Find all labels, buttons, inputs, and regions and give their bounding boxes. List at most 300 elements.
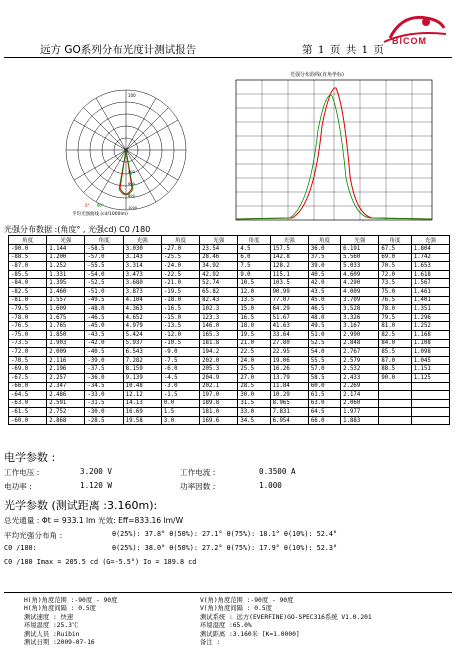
table-row	[9, 339, 450, 348]
table-cell: -7.5	[161, 356, 199, 365]
table-cell: 52.5	[308, 339, 340, 348]
table-cell: 37.5	[308, 253, 340, 262]
header-rule	[4, 57, 452, 58]
table-cell	[411, 391, 449, 400]
table-cell: 1.804	[411, 245, 449, 254]
table-cell: 1.351	[411, 305, 449, 314]
table-cell: 19.5	[238, 330, 270, 339]
table-cell: 4.5	[238, 245, 270, 254]
beam-label: 平均光强分布角 :	[4, 531, 63, 540]
table-cell: 3.0	[161, 416, 199, 425]
table-cell: 1.296	[411, 313, 449, 322]
table-cell: 2.196	[47, 365, 85, 374]
table-row	[9, 373, 450, 382]
table-cell: 15.0	[238, 305, 270, 314]
table-cell: -15.0	[161, 313, 199, 322]
table-cell: -1.5	[161, 391, 199, 400]
beam-c0-values: θ(25%): 38.0° θ(50%): 27.2° θ(75%): 17.9° θ(10%): 52.3°	[112, 544, 338, 552]
table-cell: -46.5	[85, 313, 123, 322]
distribution-title: 光强分布数据 :(角度° , 光强cd) C0 /180	[4, 225, 151, 234]
table-cell: 1.618	[411, 270, 449, 279]
table-cell: 10.48	[123, 382, 161, 391]
table-cell: 40.5	[308, 270, 340, 279]
table-cell: 2.752	[47, 408, 85, 417]
table-cell: 1.401	[411, 296, 449, 305]
table-cell: 1.653	[411, 262, 449, 271]
cartesian-intensity-chart	[222, 66, 440, 226]
table-cell: 3.167	[341, 322, 379, 331]
table-cell: -85.5	[9, 270, 47, 279]
table-cell: 51.0	[308, 330, 340, 339]
table-cell: 1.108	[411, 339, 449, 348]
table-cell	[379, 408, 411, 417]
table-cell: 28.5	[238, 382, 270, 391]
table-cell: 1.5	[161, 408, 199, 417]
electrical-row-2	[4, 481, 282, 492]
table-cell: 2.060	[341, 399, 379, 408]
table-cell: 3.473	[123, 270, 161, 279]
table-cell: 102.3	[200, 305, 238, 314]
table-cell: 8.965	[270, 399, 308, 408]
table-cell: 169.6	[200, 416, 238, 425]
table-cell: 1.977	[341, 408, 379, 417]
table-cell: -67.5	[9, 373, 47, 382]
table-cell: 146.0	[200, 322, 238, 331]
table-cell: 64.5	[308, 408, 340, 417]
table-cell: 11.84	[270, 382, 308, 391]
beam-avg-row	[4, 530, 338, 541]
footer-h-range: H(角)角度范围 :-90度 - 90度	[24, 597, 118, 604]
table-cell: 1.609	[47, 305, 85, 314]
table-cell: 76.5	[379, 296, 411, 305]
table-cell: -37.5	[85, 365, 123, 374]
table-cell: -27.0	[161, 245, 199, 254]
table-cell: -72.0	[9, 348, 47, 357]
table-cell: 1.883	[341, 416, 379, 425]
table-cell: 10.29	[270, 391, 308, 400]
table-row	[9, 365, 450, 374]
table-cell: -21.0	[161, 279, 199, 288]
table-cell: -6.0	[161, 365, 199, 374]
table-cell: 157.5	[270, 245, 308, 254]
table-cell: 69.0	[379, 253, 411, 262]
table-cell: -75.0	[9, 330, 47, 339]
table-cell: 2.767	[341, 348, 379, 357]
table-cell: 4.104	[123, 296, 161, 305]
table-cell: 16.26	[270, 365, 308, 374]
table-cell: 10.5	[238, 279, 270, 288]
table-cell: 36.0	[308, 245, 340, 254]
table-cell: 1.098	[411, 348, 449, 357]
table-cell: 2.174	[341, 391, 379, 400]
table-cell: 61.5	[308, 391, 340, 400]
table-cell: 82.5	[379, 330, 411, 339]
table-cell: 78.0	[379, 305, 411, 314]
report-header	[0, 0, 456, 62]
table-cell: 28.46	[200, 253, 238, 262]
legend-c0: 0°	[85, 203, 90, 208]
table-cell: -64.5	[9, 391, 47, 400]
table-cell: 1.765	[47, 322, 85, 331]
voltage-value: 3.200 V	[80, 467, 113, 476]
table-cell: -39.0	[85, 356, 123, 365]
table-cell: 90.99	[270, 287, 308, 296]
table-cell: -18.0	[161, 296, 199, 305]
table-cell	[379, 416, 411, 425]
table-cell: 103.5	[270, 279, 308, 288]
table-cell: 27.0	[238, 373, 270, 382]
flux-line: 总光通量 : Φt = 933.1 lm 光效: Eff=833.16 lm/W	[4, 516, 184, 525]
table-cell: 65.82	[200, 287, 238, 296]
table-cell: 54.0	[308, 348, 340, 357]
table-cell: -22.5	[161, 270, 199, 279]
current-value: 0.3500 A	[259, 467, 296, 476]
table-cell: 2.269	[341, 382, 379, 391]
table-cell: -13.5	[161, 322, 199, 331]
table-cell: -76.5	[9, 322, 47, 331]
table-cell: 63.0	[308, 399, 340, 408]
footer-humidity: 环境湿度 :65.0%	[200, 622, 252, 630]
table-cell: 4.009	[341, 287, 379, 296]
footer-distance: 测试距离 :3.160米 [K=1.0000]	[200, 630, 300, 638]
table-cell: 5.424	[123, 330, 161, 339]
logo-text: BICOM	[392, 36, 427, 46]
table-cell: 2.433	[341, 373, 379, 382]
footer-left	[24, 597, 117, 647]
table-cell: 4.363	[123, 305, 161, 314]
table-cell: 1.460	[47, 287, 85, 296]
polar-legend	[85, 203, 104, 208]
table-cell: -10.5	[161, 339, 199, 348]
voltage-label: 工作电压 :	[4, 468, 40, 477]
table-row	[9, 270, 450, 279]
table-cell: 88.5	[379, 365, 411, 374]
table-cell: 2.486	[47, 391, 85, 400]
table-header-row	[9, 236, 450, 245]
table-cell: 81.0	[379, 322, 411, 331]
imax-line: C0 /180 Imax = 205.5 cd (G=-5.5°) Io = 189.8 cd	[4, 558, 197, 566]
table-cell: 4.290	[341, 279, 379, 288]
table-cell: -79.5	[9, 305, 47, 314]
table-row	[9, 348, 450, 357]
table-cell: 1.252	[47, 262, 85, 271]
table-cell	[379, 399, 411, 408]
footer-note: 备注 :	[200, 639, 221, 647]
table-cell: 48.0	[308, 313, 340, 322]
table-cell: 1.903	[47, 339, 85, 348]
table-cell: 3.528	[341, 305, 379, 314]
table-cell: -16.5	[161, 305, 199, 314]
table-cell: 33.64	[270, 330, 308, 339]
polar-tick-400: 400	[128, 170, 135, 174]
table-cell: 21.0	[238, 339, 270, 348]
table-cell: 49.5	[308, 322, 340, 331]
table-cell: 5.937	[123, 339, 161, 348]
table-cell: -43.5	[85, 330, 123, 339]
table-cell: 3.030	[123, 245, 161, 254]
table-cell: 1.045	[411, 356, 449, 365]
table-cell: 1.557	[47, 296, 85, 305]
table-cell: 1.850	[47, 330, 85, 339]
table-header-cell: 光强	[200, 236, 238, 245]
table-cell	[411, 399, 449, 408]
table-cell: -61.5	[9, 408, 47, 417]
table-cell: 204.9	[200, 373, 238, 382]
table-row	[9, 382, 450, 391]
table-cell: -31.5	[85, 399, 123, 408]
table-cell	[379, 391, 411, 400]
table-cell: 22.5	[238, 348, 270, 357]
table-cell: 197.0	[200, 391, 238, 400]
table-cell: -42.0	[85, 339, 123, 348]
table-cell: 5.560	[341, 253, 379, 262]
pf-label: 功率因数 :	[180, 482, 216, 491]
table-cell: 1.331	[47, 270, 85, 279]
table-cell: 64.29	[270, 305, 308, 314]
table-cell: 27.80	[270, 339, 308, 348]
page-indicator: 第 1 页 共 1 页	[302, 44, 386, 56]
table-cell: 3.709	[341, 296, 379, 305]
table-cell: -69.0	[9, 365, 47, 374]
table-cell: -78.0	[9, 313, 47, 322]
table-cell: 6.543	[123, 348, 161, 357]
table-cell: -55.5	[85, 262, 123, 271]
table-cell: 12.12	[123, 391, 161, 400]
table-row	[9, 399, 450, 408]
legend-c90: 90°	[96, 203, 104, 208]
footer-speed: 测试速度 : 快速	[24, 613, 74, 621]
table-cell: 2.868	[47, 416, 85, 425]
table-cell: 31.5	[238, 399, 270, 408]
pf-value: 1.000	[259, 481, 282, 490]
table-cell: 202.0	[200, 356, 238, 365]
footer-date: 测试日期 :2009-07-16	[24, 639, 95, 647]
table-header-cell: 光强	[47, 236, 85, 245]
table-cell: -34.5	[85, 382, 123, 391]
table-header-cell: 角度	[308, 236, 340, 245]
table-cell: 6.954	[270, 416, 308, 425]
table-cell: 1.675	[47, 313, 85, 322]
table-cell: 16.5	[238, 313, 270, 322]
footer-v-step: V(角)角度间隔 : 0.5度	[200, 605, 272, 613]
table-cell: 43.5	[308, 287, 340, 296]
table-cell: 2.591	[47, 399, 85, 408]
table-cell: 4.979	[123, 322, 161, 331]
footer-system: 测试系统 : 远方(EVERFINE)GO-SPEC316系统 V1.0.201	[200, 613, 372, 621]
footer-right	[200, 597, 372, 647]
table-cell: 4.652	[123, 313, 161, 322]
table-cell: 14.13	[123, 399, 161, 408]
table-header-cell: 光强	[123, 236, 161, 245]
table-cell: -9.0	[161, 348, 199, 357]
table-cell: -54.0	[85, 270, 123, 279]
footer-v-range: V(角)角度范围 :-90度 - 90度	[200, 597, 294, 604]
table-cell: -40.5	[85, 348, 123, 357]
table-cell: -12.0	[161, 330, 199, 339]
table-cell: 2.990	[341, 330, 379, 339]
table-cell: 75.0	[379, 287, 411, 296]
polar-tick-600: 600	[128, 182, 135, 186]
table-row	[9, 416, 450, 425]
table-cell: 24.0	[238, 356, 270, 365]
table-header-cell: 光强	[270, 236, 308, 245]
table-cell: -4.5	[161, 373, 199, 382]
polar-tick-1000: 1000	[128, 206, 138, 210]
table-cell: 181.8	[200, 339, 238, 348]
table-cell: 4.609	[341, 270, 379, 279]
table-cell: 33.0	[238, 408, 270, 417]
current-label: 工作电流 :	[180, 468, 216, 477]
table-row	[9, 305, 450, 314]
table-cell: -57.0	[85, 253, 123, 262]
table-cell: -48.0	[85, 305, 123, 314]
table-row	[9, 262, 450, 271]
table-cell: 42.92	[200, 270, 238, 279]
table-cell: 12.0	[238, 287, 270, 296]
table-cell: -19.5	[161, 287, 199, 296]
table-cell: 165.3	[200, 330, 238, 339]
table-cell: 8.159	[123, 365, 161, 374]
table-cell: -70.5	[9, 356, 47, 365]
table-cell: 1.200	[47, 253, 85, 262]
table-row	[9, 287, 450, 296]
report-title: 远方 GO系列分布光度计测试报告	[40, 44, 197, 56]
table-cell	[411, 382, 449, 391]
table-cell: 2.009	[47, 348, 85, 357]
table-cell: 19.06	[270, 356, 308, 365]
footer-rule	[4, 592, 452, 593]
curve-title: 光强分布曲线(直角坐标)	[290, 72, 344, 78]
table-cell: 70.5	[379, 262, 411, 271]
table-cell: 87.0	[379, 356, 411, 365]
table-cell: 66.0	[308, 416, 340, 425]
table-cell: 9.139	[123, 373, 161, 382]
table-cell: 1.742	[411, 253, 449, 262]
table-cell: -24.0	[161, 262, 199, 271]
table-cell: -30.0	[85, 408, 123, 417]
table-cell: 42.0	[308, 279, 340, 288]
table-cell: 34.92	[200, 262, 238, 271]
table-row	[9, 296, 450, 305]
table-cell: 67.5	[379, 245, 411, 254]
table-cell: 2.532	[341, 365, 379, 374]
table-cell: 3.873	[123, 287, 161, 296]
table-cell: 73.5	[379, 279, 411, 288]
table-cell: 205.3	[200, 365, 238, 374]
table-header-cell: 角度	[161, 236, 199, 245]
polar-tick-top: 100	[128, 93, 136, 98]
polar-tick-800: 800	[128, 194, 135, 198]
table-cell: 128.2	[270, 262, 308, 271]
table-cell: 7.282	[123, 356, 161, 365]
table-cell: 115.1	[270, 270, 308, 279]
table-cell: -51.0	[85, 287, 123, 296]
table-cell: -73.5	[9, 339, 47, 348]
table-cell: -66.0	[9, 382, 47, 391]
table-cell: 2.116	[47, 356, 85, 365]
table-cell: 19.58	[123, 416, 161, 425]
power-label: 电功率 :	[4, 482, 32, 491]
table-header-cell: 光强	[411, 236, 449, 245]
table-cell: 82.43	[200, 296, 238, 305]
table-cell: -63.0	[9, 399, 47, 408]
table-cell: 58.5	[308, 373, 340, 382]
table-cell: 13.79	[270, 373, 308, 382]
table-cell: 7.5	[238, 262, 270, 271]
table-header-cell: 光强	[341, 236, 379, 245]
table-cell: 202.1	[200, 382, 238, 391]
table-cell: 72.0	[379, 270, 411, 279]
table-cell: 2.347	[47, 382, 85, 391]
table-cell: 1.168	[411, 330, 449, 339]
table-cell: 23.54	[200, 245, 238, 254]
table-cell: 123.3	[200, 313, 238, 322]
footer-tester: 测试人员 :Ruibin	[24, 630, 80, 638]
table-header-cell: 角度	[238, 236, 270, 245]
table-cell: 90.0	[379, 373, 411, 382]
table-cell: 3.143	[123, 253, 161, 262]
table-cell: 5.033	[341, 262, 379, 271]
electrical-row-1	[4, 467, 296, 478]
table-cell: -81.0	[9, 296, 47, 305]
table-body	[9, 245, 450, 425]
table-cell	[411, 408, 449, 417]
table-cell: 181.0	[200, 408, 238, 417]
table-cell: 79.5	[379, 313, 411, 322]
beam-c0-row	[4, 544, 338, 552]
table-cell: 46.5	[308, 305, 340, 314]
table-cell: 77.07	[270, 296, 308, 305]
table-cell: 1.461	[411, 287, 449, 296]
table-cell: -90.0	[9, 245, 47, 254]
table-row	[9, 408, 450, 417]
table-cell: -60.0	[9, 416, 47, 425]
table-cell: -82.5	[9, 287, 47, 296]
table-cell: 3.326	[341, 313, 379, 322]
table-cell: -84.0	[9, 279, 47, 288]
table-cell: -88.5	[9, 253, 47, 262]
table-cell: 1.395	[47, 279, 85, 288]
table-cell: 84.0	[379, 339, 411, 348]
table-row	[9, 245, 450, 254]
beam-avg-values: θ(25%): 37.8° θ(50%): 27.1° θ(75%): 18.1° θ(10%): 52.4°	[112, 530, 338, 538]
polar-intensity-chart	[32, 88, 220, 226]
table-cell: 41.63	[270, 322, 308, 331]
table-header-cell: 角度	[379, 236, 411, 245]
table-cell: 13.5	[238, 296, 270, 305]
table-cell: -52.5	[85, 279, 123, 288]
table-cell: 39.0	[308, 262, 340, 271]
table-cell: 194.2	[200, 348, 238, 357]
table-cell: 22.95	[270, 348, 308, 357]
table-cell: 45.0	[308, 296, 340, 305]
table-cell: -45.0	[85, 322, 123, 331]
table-row	[9, 330, 450, 339]
distribution-table	[8, 235, 450, 425]
table-cell: -87.0	[9, 262, 47, 271]
table-row	[9, 391, 450, 400]
table-cell: 57.0	[308, 365, 340, 374]
table-cell: 18.0	[238, 322, 270, 331]
table-cell: 16.69	[123, 408, 161, 417]
table-row	[9, 253, 450, 262]
table-cell: -25.5	[161, 253, 199, 262]
table-row	[9, 322, 450, 331]
table-cell: 7.831	[270, 408, 308, 417]
footer-temp: 环境温度 :25.3℃	[24, 622, 79, 630]
table-cell	[379, 382, 411, 391]
table-cell: 55.5	[308, 356, 340, 365]
